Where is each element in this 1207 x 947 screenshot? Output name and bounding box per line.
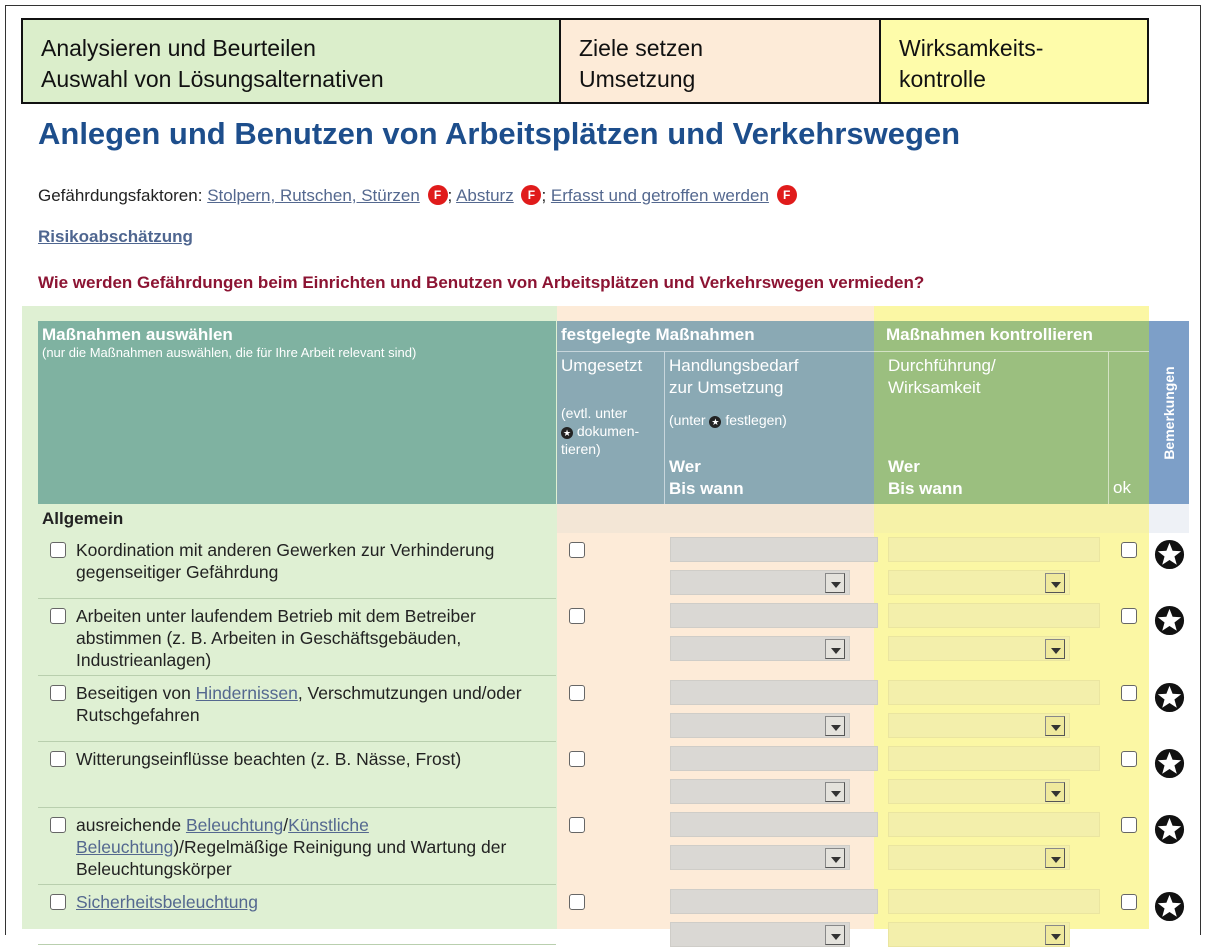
star-icon[interactable] bbox=[1153, 538, 1186, 571]
measure-link[interactable]: Künstliche Beleuchtung bbox=[76, 815, 369, 857]
star-icon: ★ bbox=[562, 428, 572, 438]
header-remarks-label: Bemerkungen bbox=[1161, 365, 1177, 460]
measure-text bbox=[76, 748, 556, 770]
implemented-checkbox[interactable] bbox=[569, 685, 585, 701]
control-who-input[interactable] bbox=[888, 603, 1100, 628]
header-action-who: Wer bbox=[669, 457, 701, 476]
star-icon[interactable] bbox=[1153, 681, 1186, 714]
control-until-select[interactable] bbox=[888, 922, 1070, 947]
select-measure-checkbox[interactable] bbox=[50, 608, 66, 624]
action-who-input[interactable] bbox=[670, 603, 878, 628]
section-general: Allgemein bbox=[42, 509, 124, 528]
header-ok bbox=[1109, 351, 1149, 504]
chevron-down-icon[interactable] bbox=[825, 716, 845, 736]
factor-separator: ; bbox=[447, 186, 453, 205]
section-fill-fixed bbox=[557, 504, 874, 533]
measure-text-part: , Verschmutzungen und/oder Rutschgefahren bbox=[76, 683, 522, 725]
action-who-input[interactable] bbox=[670, 537, 878, 562]
control-who-input[interactable] bbox=[888, 812, 1100, 837]
header-remarks bbox=[1149, 321, 1189, 504]
chevron-down-icon[interactable] bbox=[825, 573, 845, 593]
control-who-input[interactable] bbox=[888, 746, 1100, 771]
phase-goals-line2: Umsetzung bbox=[579, 66, 696, 92]
header-execution bbox=[874, 351, 1109, 504]
header-implemented-note2: dokumen- bbox=[576, 423, 640, 439]
header-implemented bbox=[557, 351, 665, 504]
action-until-select[interactable] bbox=[670, 713, 850, 738]
table-row bbox=[38, 885, 1189, 945]
phase-analysis-line2: Auswahl von Lösungsalternativen bbox=[41, 66, 384, 92]
chevron-down-icon[interactable] bbox=[1045, 848, 1065, 868]
star-icon[interactable] bbox=[1153, 747, 1186, 780]
select-measure-checkbox[interactable] bbox=[50, 751, 66, 767]
hazard-factors-label: Gefährdungsfaktoren: bbox=[38, 186, 203, 205]
header-implemented-label: Umgesetzt bbox=[561, 356, 643, 375]
section-fill-remarks bbox=[1149, 504, 1189, 533]
measure-text-part: Arbeiten unter laufendem Betrieb mit dem Betreiber abstimmen (z. B. Arbeiten in Geschäftsgebäuden, Industrieanlagen) bbox=[76, 606, 476, 670]
action-until-select[interactable] bbox=[670, 845, 850, 870]
chevron-down-icon[interactable] bbox=[825, 925, 845, 945]
measure-text bbox=[76, 891, 556, 913]
header-execution-who: Wer bbox=[888, 457, 920, 476]
header-execution-label2: Wirksamkeit bbox=[888, 378, 981, 397]
action-until-select[interactable] bbox=[670, 570, 850, 595]
table-row bbox=[38, 676, 1189, 742]
measure-text bbox=[76, 605, 556, 671]
header-action-note-post: festlegen) bbox=[725, 412, 787, 428]
control-until-select[interactable] bbox=[888, 636, 1070, 661]
header-control-measures: Maßnahmen kontrollieren bbox=[874, 321, 1149, 351]
header-select-title: Maßnahmen auswählen bbox=[42, 325, 233, 344]
table-row bbox=[38, 533, 1189, 599]
star-icon[interactable] bbox=[1153, 890, 1186, 923]
measure-text bbox=[76, 539, 556, 583]
action-until-select[interactable] bbox=[670, 636, 850, 661]
star-icon: ★ bbox=[711, 417, 720, 427]
header-execution-label1: Durchführung/ bbox=[888, 356, 996, 375]
section-fill-control bbox=[874, 504, 1149, 533]
implemented-checkbox[interactable] bbox=[569, 817, 585, 833]
f-badge-icon[interactable]: F bbox=[521, 185, 541, 205]
action-until-select[interactable] bbox=[670, 779, 850, 804]
phase-control-line1: Wirksamkeits- bbox=[899, 35, 1044, 61]
control-who-input[interactable] bbox=[888, 537, 1100, 562]
star-icon[interactable] bbox=[1153, 813, 1186, 846]
section-question: Wie werden Gefährdungen beim Einrichten und Benutzen von Arbeitsplätzen und Verkehrswegen vermieden? bbox=[38, 273, 925, 292]
chevron-down-icon[interactable] bbox=[1045, 573, 1065, 593]
measure-text-part: Witterungseinflüsse beachten (z. B. Nässe, Frost) bbox=[76, 749, 462, 769]
measure-link[interactable]: Hindernissen bbox=[195, 683, 298, 703]
select-measure-checkbox[interactable] bbox=[50, 685, 66, 701]
table-row bbox=[38, 742, 1189, 808]
factor-separator: ; bbox=[541, 186, 547, 205]
phase-analysis-line1: Analysieren und Beurteilen bbox=[41, 35, 316, 61]
header-action-label2: zur Umsetzung bbox=[669, 378, 784, 397]
phase-control bbox=[879, 18, 1149, 104]
ok-checkbox[interactable] bbox=[1121, 608, 1137, 624]
control-until-select[interactable] bbox=[888, 570, 1070, 595]
measure-text-part: ausreichende bbox=[76, 815, 186, 835]
ok-checkbox[interactable] bbox=[1121, 751, 1137, 767]
table-row bbox=[38, 599, 1189, 676]
select-measure-checkbox[interactable] bbox=[50, 894, 66, 910]
phase-analysis bbox=[21, 18, 561, 104]
f-badge-icon[interactable]: F bbox=[777, 185, 797, 205]
chevron-down-icon[interactable] bbox=[1045, 716, 1065, 736]
measure-text-part: )/Regelmäßige Reinigung und Wartung der Beleuchtungskörper bbox=[76, 837, 507, 879]
table-row bbox=[38, 808, 1189, 885]
chevron-down-icon[interactable] bbox=[1045, 782, 1065, 802]
measure-text-part: Koordination mit anderen Gewerken zur Verhinderung gegenseitiger Gefährdung bbox=[76, 540, 495, 582]
header-ok-label: ok bbox=[1113, 478, 1131, 497]
measure-text-part: / bbox=[283, 815, 289, 835]
measure-link[interactable]: Beleuchtung bbox=[185, 815, 284, 835]
control-until-select[interactable] bbox=[888, 713, 1070, 738]
measure-text bbox=[76, 682, 556, 726]
header-action-needed bbox=[665, 351, 874, 504]
control-until-select[interactable] bbox=[888, 845, 1070, 870]
factor-link-absturz[interactable]: Absturz bbox=[456, 186, 514, 205]
measure-text-part: Beseitigen von bbox=[76, 683, 196, 703]
measure-text bbox=[76, 814, 556, 880]
select-measure-checkbox[interactable] bbox=[50, 542, 66, 558]
control-who-input[interactable] bbox=[888, 889, 1100, 914]
header-action-until: Bis wann bbox=[669, 479, 744, 498]
header-select-subtitle: (nur die Maßnahmen auswählen, die für Ihre Arbeit relevant sind) bbox=[42, 345, 417, 360]
implemented-checkbox[interactable] bbox=[569, 751, 585, 767]
ok-checkbox[interactable] bbox=[1121, 685, 1137, 701]
ok-checkbox[interactable] bbox=[1121, 542, 1137, 558]
phase-goals bbox=[559, 18, 881, 104]
header-fixed-measures: festgelegte Maßnahmen bbox=[557, 321, 874, 351]
action-who-input[interactable] bbox=[670, 680, 878, 705]
chevron-down-icon[interactable] bbox=[825, 782, 845, 802]
implemented-checkbox[interactable] bbox=[569, 608, 585, 624]
header-execution-until: Bis wann bbox=[888, 479, 963, 498]
f-badge-icon[interactable]: F bbox=[428, 185, 448, 205]
phase-control-line2: kontrolle bbox=[899, 66, 986, 92]
action-until-select[interactable] bbox=[670, 922, 850, 947]
chevron-down-icon[interactable] bbox=[825, 639, 845, 659]
chevron-down-icon[interactable] bbox=[1045, 925, 1065, 945]
action-who-input[interactable] bbox=[670, 746, 878, 771]
hazard-factors bbox=[38, 185, 797, 206]
header-action-label1: Handlungsbedarf bbox=[669, 356, 799, 375]
page-title: Anlegen und Benutzen von Arbeitsplätzen und Verkehrswegen bbox=[38, 116, 961, 151]
header-implemented-note3: tieren) bbox=[561, 441, 601, 457]
star-icon[interactable] bbox=[1153, 604, 1186, 637]
phase-goals-line1: Ziele setzen bbox=[579, 35, 704, 61]
action-who-input[interactable] bbox=[670, 812, 878, 837]
header-implemented-note1: (evtl. unter bbox=[561, 405, 628, 421]
measure-link[interactable]: Sicherheitsbeleuchtung bbox=[76, 892, 258, 912]
ok-checkbox[interactable] bbox=[1121, 817, 1137, 833]
implemented-checkbox[interactable] bbox=[569, 542, 585, 558]
factor-link-stolpern[interactable]: Stolpern, Rutschen, Stürzen bbox=[207, 186, 420, 205]
ok-checkbox[interactable] bbox=[1121, 894, 1137, 910]
factor-link-erfasst[interactable]: Erfasst und getroffen werden bbox=[550, 186, 769, 205]
control-who-input[interactable] bbox=[888, 680, 1100, 705]
risk-assessment-link[interactable]: Risikoabschätzung bbox=[38, 227, 193, 246]
header-action-note-pre: (unter bbox=[669, 412, 706, 428]
implemented-checkbox[interactable] bbox=[569, 894, 585, 910]
control-until-select[interactable] bbox=[888, 779, 1070, 804]
chevron-down-icon[interactable] bbox=[1045, 639, 1065, 659]
header-select-measures bbox=[38, 321, 556, 504]
chevron-down-icon[interactable] bbox=[825, 848, 845, 868]
select-measure-checkbox[interactable] bbox=[50, 817, 66, 833]
action-who-input[interactable] bbox=[670, 889, 878, 914]
